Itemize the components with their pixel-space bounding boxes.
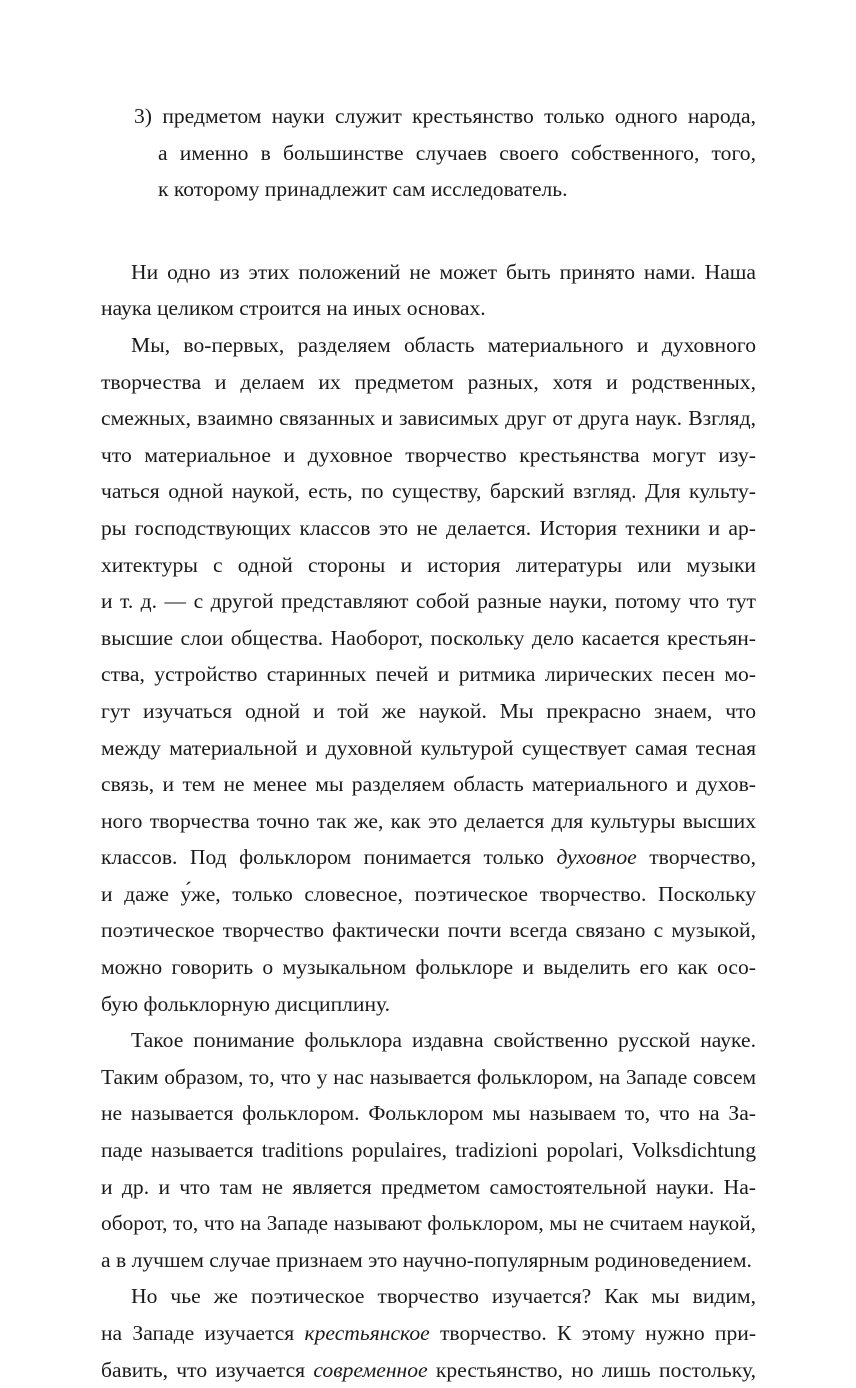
- paragraph-line: ры господствующих классов это не делается. История техники и ар-: [101, 515, 756, 540]
- text-run: крестьянство, но лишь постольку,: [427, 1357, 756, 1382]
- text-run: на Западе изучается: [101, 1321, 305, 1345]
- paragraph-line: смежных, взаимно связанных и зависимых друг от друга наук. Взгляд,: [101, 406, 756, 431]
- paragraph-line: чаться одной наукой, есть, по существу, барский взгляд. Для культу-: [101, 479, 756, 504]
- paragraph-1: [101, 254, 756, 327]
- emphasis-text: современное: [313, 1357, 428, 1382]
- paragraph-line: наука целиком строится на иных основах.: [101, 296, 486, 321]
- paragraph-line: Такое понимание фольклора издавна свойственно русской науке.: [131, 1028, 756, 1053]
- list-item-3: [101, 98, 756, 208]
- paragraph-line: можно говорить о музыкальном фольклоре и выделить его как осо-: [101, 955, 756, 980]
- paragraph-line: связь, и тем не менее мы разделяем область материального и духов-: [101, 772, 756, 797]
- paragraph-line: гут изучаться одной и той же наукой. Мы прекрасно знаем, что: [101, 698, 756, 723]
- emphasis-text: духовное: [556, 845, 637, 870]
- paragraph-line: оборот, то, что на Западе называют фольклором, мы не считаем наукой,: [101, 1211, 756, 1236]
- paragraph-line: [101, 839, 756, 876]
- paragraph-line: ства, устройство старинных печей и ритмика лирических песен мо-: [101, 662, 756, 687]
- paragraph-line: а в лучшем случае признаем это научно-популярным родиноведением.: [101, 1247, 752, 1272]
- list-item-line: а именно в большинстве случаев своего собственного, того,: [158, 140, 756, 165]
- paragraph-line: Мы, во-первых, разделяем область материального и духовного: [131, 332, 756, 357]
- section-spacer: [101, 208, 756, 254]
- paragraph-line: высшие слои общества. Наоборот, поскольку дело касается крестьян-: [101, 625, 756, 650]
- paragraph-line: и т. д. — с другой представляют собой разные науки, потому что тут: [101, 589, 756, 614]
- emphasis-text: крестьянское: [304, 1321, 430, 1345]
- paragraph-3: [101, 1022, 756, 1278]
- text-run: классов. Под фольклором понимается только: [101, 845, 557, 870]
- paragraph-4: [101, 1278, 756, 1388]
- paragraph-line: хитектуры с одной стороны и история литературы или музыки: [101, 552, 756, 577]
- paragraph-2: [101, 327, 756, 1022]
- paragraph-line: бую фольклорную дисциплину.: [101, 991, 391, 1016]
- paragraph-line: между материальной и духовной культурой существует самая тесная: [101, 735, 756, 760]
- paragraph-line: и даже у́же, только словесное, поэтическое творчество. Поскольку: [101, 881, 756, 906]
- page-text: [101, 98, 756, 1388]
- paragraph-line: Но чье же поэтическое творчество изучается? Как мы видим,: [131, 1284, 756, 1309]
- text-run: творчество,: [636, 845, 757, 870]
- paragraph-line: Ни одно из этих положений не может быть принято нами. Наша: [131, 259, 756, 284]
- paragraph-line: Таким образом, то, что у нас называется фольклором, на Западе совсем: [101, 1064, 756, 1089]
- paragraph-line: ного творчества точно так же, как это делается для культуры высших: [101, 808, 756, 833]
- paragraph-line: не называется фольклором. Фольклором мы называем то, что на За-: [101, 1101, 756, 1126]
- paragraph-line: [101, 1352, 756, 1388]
- list-item-line: к которому принадлежит сам исследователь.: [158, 177, 568, 202]
- paragraph-line: творчества и делаем их предметом разных, хотя и родственных,: [101, 369, 756, 394]
- paragraph-line: и др. и что там не является предметом самостоятельной науки. На-: [101, 1174, 756, 1199]
- list-item-line: 3) предметом науки служит крестьянство только одного народа,: [134, 104, 756, 128]
- text-run: творчество. К этому нужно при-: [429, 1321, 757, 1345]
- paragraph-line: [101, 1315, 756, 1352]
- paragraph-line: что материальное и духовное творчество крестьянства могут изу-: [101, 442, 756, 467]
- text-run: бавить, что изучается: [101, 1357, 314, 1382]
- paragraph-line: поэтическое творчество фактически почти всегда связано с музыкой,: [101, 918, 756, 943]
- paragraph-line: паде называется traditions populaires, tradizioni popolari, Volksdichtung: [101, 1138, 756, 1163]
